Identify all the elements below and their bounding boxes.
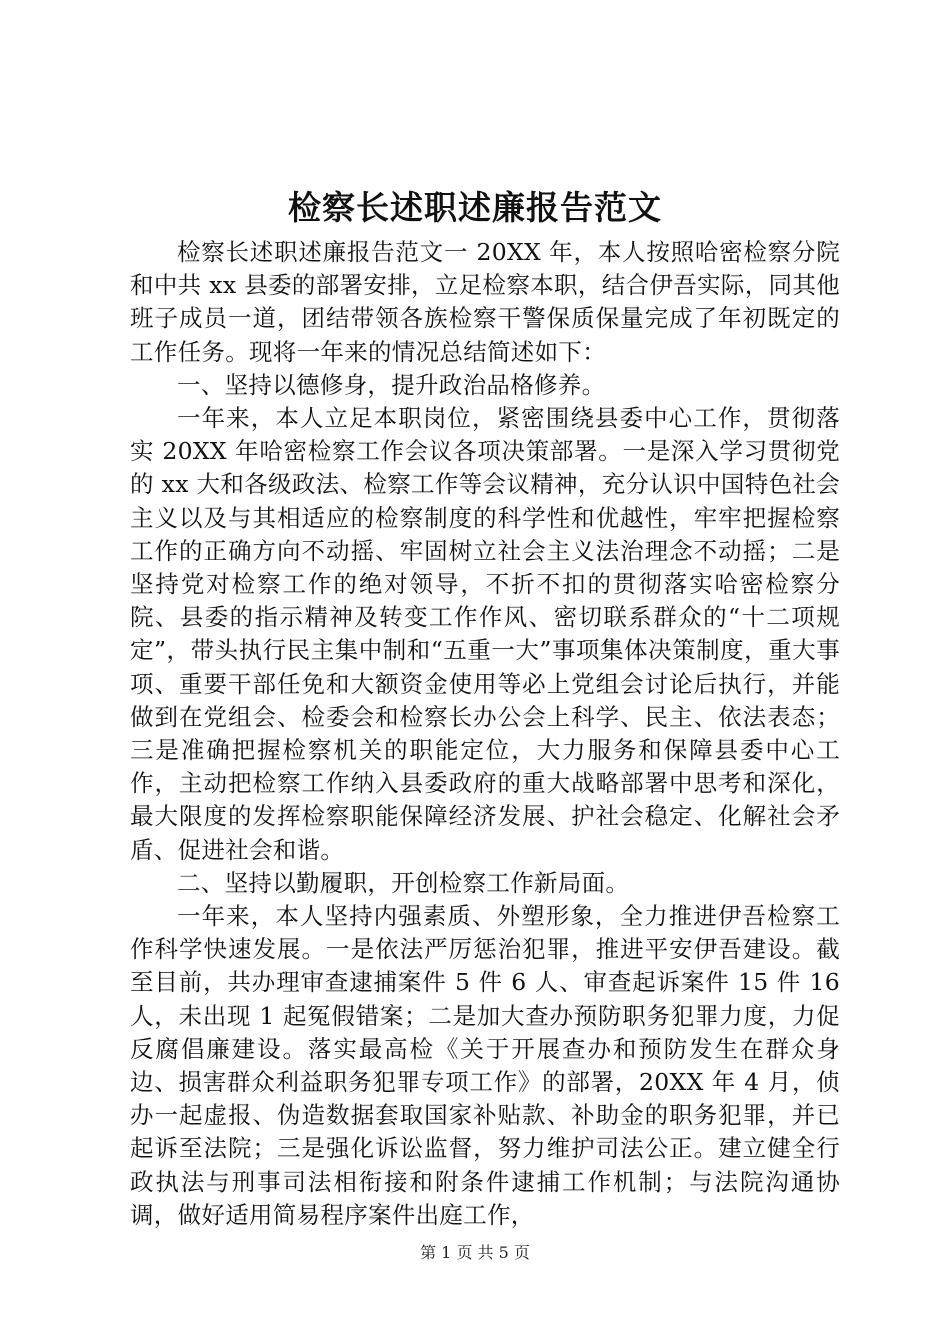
paragraph-section-2: 一年来，本人坚持内强素质、外塑形象，全力推进伊吾检察工作科学快速发展。一是依法严厉惩治犯罪，推进平安伊吾建设。截至目前，共办理审查逮捕案件 5 件 6 人、审查起诉案件 15 件 16 人，未出现 1 起冤假错案；二是加大查办预防职务犯罪力度，力促反腐倡廉建设。落实最高检《关于开展查办和预防发生在群众身边、损害群众利益职务犯罪专项工作》的部署，20XX 年 4 月，侦办一起虚报、伪造数据套取国家补贴款、补助金的职务犯罪，并已起诉至法院；三是强化诉讼监督，努力维护司法公正。建立健全行政执法与刑事司法相衔接和附条件逮捕工作机制；与法院沟通协调，做好适用简易程序案件出庭工作， (130, 902, 840, 1229)
section-heading-1: 一、坚持以德修身，提升政治品格修养。 (177, 370, 606, 399)
document-body (130, 236, 840, 1232)
paragraph-intro: 检察长述职述廉报告范文一 20XX 年，本人按照哈密检察分院和中共 xx 县委的部署安排，立足检察本职，结合伊吾实际，同其他班子成员一道，团结带领各族检察干警保质保量完成了年初既定的工作任务。现将一年来的情况总结简述如下： (130, 238, 840, 366)
section-heading-2: 二、坚持以勤履职，开创检察工作新局面。 (177, 868, 630, 897)
paragraph-section-1: 一年来，本人立足本职岗位，紧密围绕县委中心工作，贯彻落实 20XX 年哈密检察工作会议各项决策部署。一是深入学习贯彻党的 xx 大和各级政法、检察工作等会议精神，充分认识中国特色社会主义以及与其相适应的检察制度的科学性和优越性，牢牢把握检察工作的正确方向不动摇、牢固树立社会主义法治理念不动摇；二是坚持党对检察工作的绝对领导，不折不扣的贯彻落实哈密检察分院、县委的指示精神及转变工作作风、密切联系群众的“十二项规定”，带头执行民主集中制和“五重一大”事项集体决策制度，重大事项、重要干部任免和大额资金使用等必上党组会讨论后执行，并能做到在党组会、检委会和检察长办公会上科学、民主、依法表态；三是准确把握检察机关的职能定位，大力服务和保障县委中心工作，主动把检察工作纳入县委政府的重大战略部署中思考和深化，最大限度的发挥检察职能保障经济发展、护社会稳定、化解社会矛盾、促进社会和谐。 (130, 404, 840, 864)
document-title: 检察长述职述廉报告范文 (288, 188, 662, 227)
page-number-footer: 第 1 页 共 5 页 (420, 1243, 530, 1262)
